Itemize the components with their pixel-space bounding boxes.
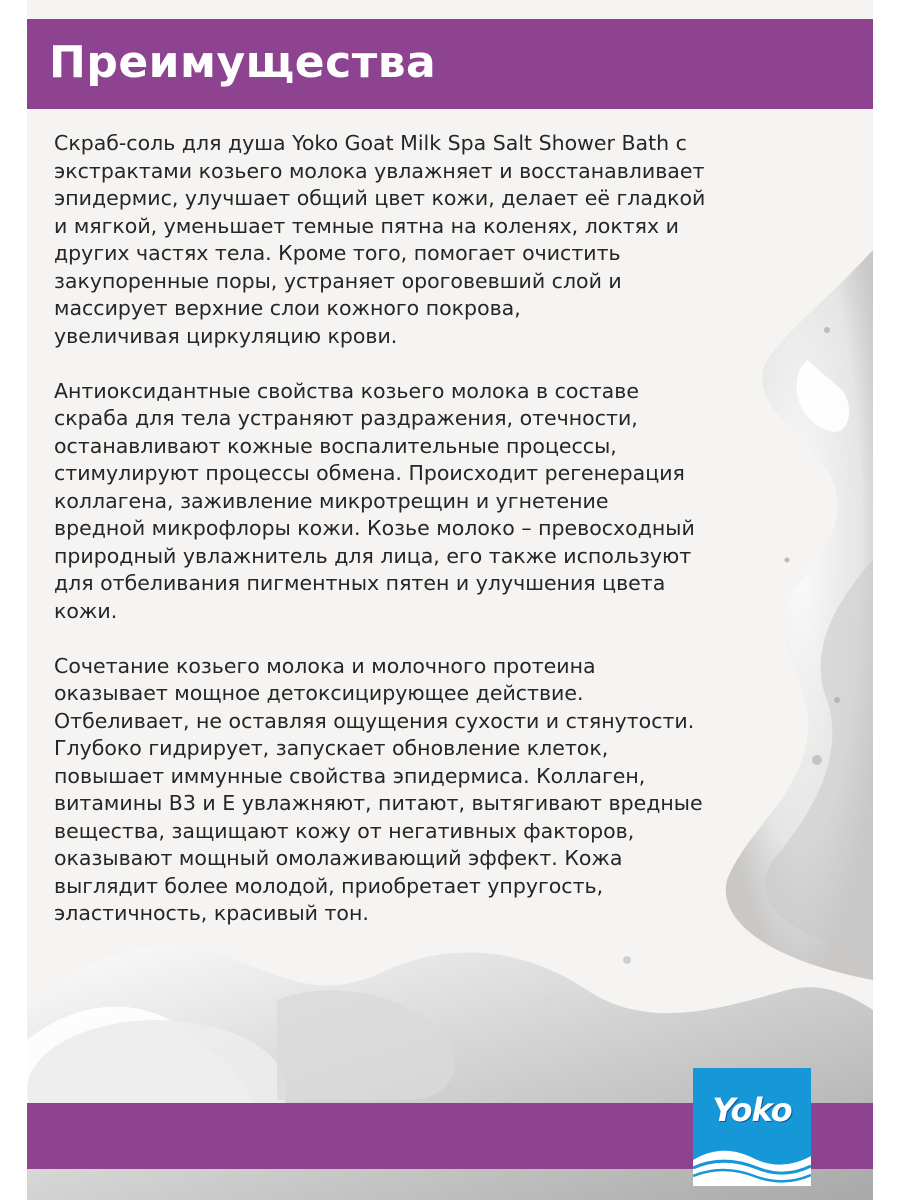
yoko-logo: [693, 1068, 811, 1186]
paragraph-3: Сочетание козьего молока и молочного протеина оказывает мощное детоксицирующее действие. Отбеливает, не оставляя ощущения сухости и стянутости. Глубоко гидрирует, запускает обновление клеток, повышает иммунные свойства эпидермиса. Коллаген, витамины В3 и Е увлажняют, питают, вытягивают вредные вещества, защищают кожу от негативных факторов, оказывают мощный омолаживающий эффект. Кожа выглядит более молодой, приобретает упругость, эластичность, красивый тон.: [54, 653, 703, 925]
header-bar: [27, 19, 873, 109]
paragraph-2: Антиоксидантные свойства козьего молока в составе скраба для тела устраняют раздражения, отечности, останавливают кожные воспалительные процессы, стимулируют процессы обмена. Происходит регенерация коллагена, заживление микротрещин и угнетение вредной микрофлоры кожи. Козье молоко – превосходный природный увлажнитель для лица, его также используют для отбеливания пигментных пятен и улучшения цвета кожи.: [54, 378, 695, 623]
description-text: [54, 130, 834, 928]
paragraph-1: Скраб-соль для душа Yoko Goat Milk Spa Salt Shower Bath с экстрактами козьего молока увлажняет и восстанавливает эпидермис, улучшает общий цвет кожи, делает её гладкой и мягкой, уменьшает темные пятна на коленях, локтях и других частях тела. Кроме того, помогает очистить закупоренные поры, устраняет ороговевший слой и массирует верхние слои кожного покрова, увеличивая циркуляцию крови.: [54, 131, 706, 348]
wave-icon: [693, 1140, 811, 1186]
page-title: Преимущества: [49, 37, 437, 88]
logo-text: Yoko: [712, 1091, 792, 1129]
product-card: [27, 0, 873, 1200]
